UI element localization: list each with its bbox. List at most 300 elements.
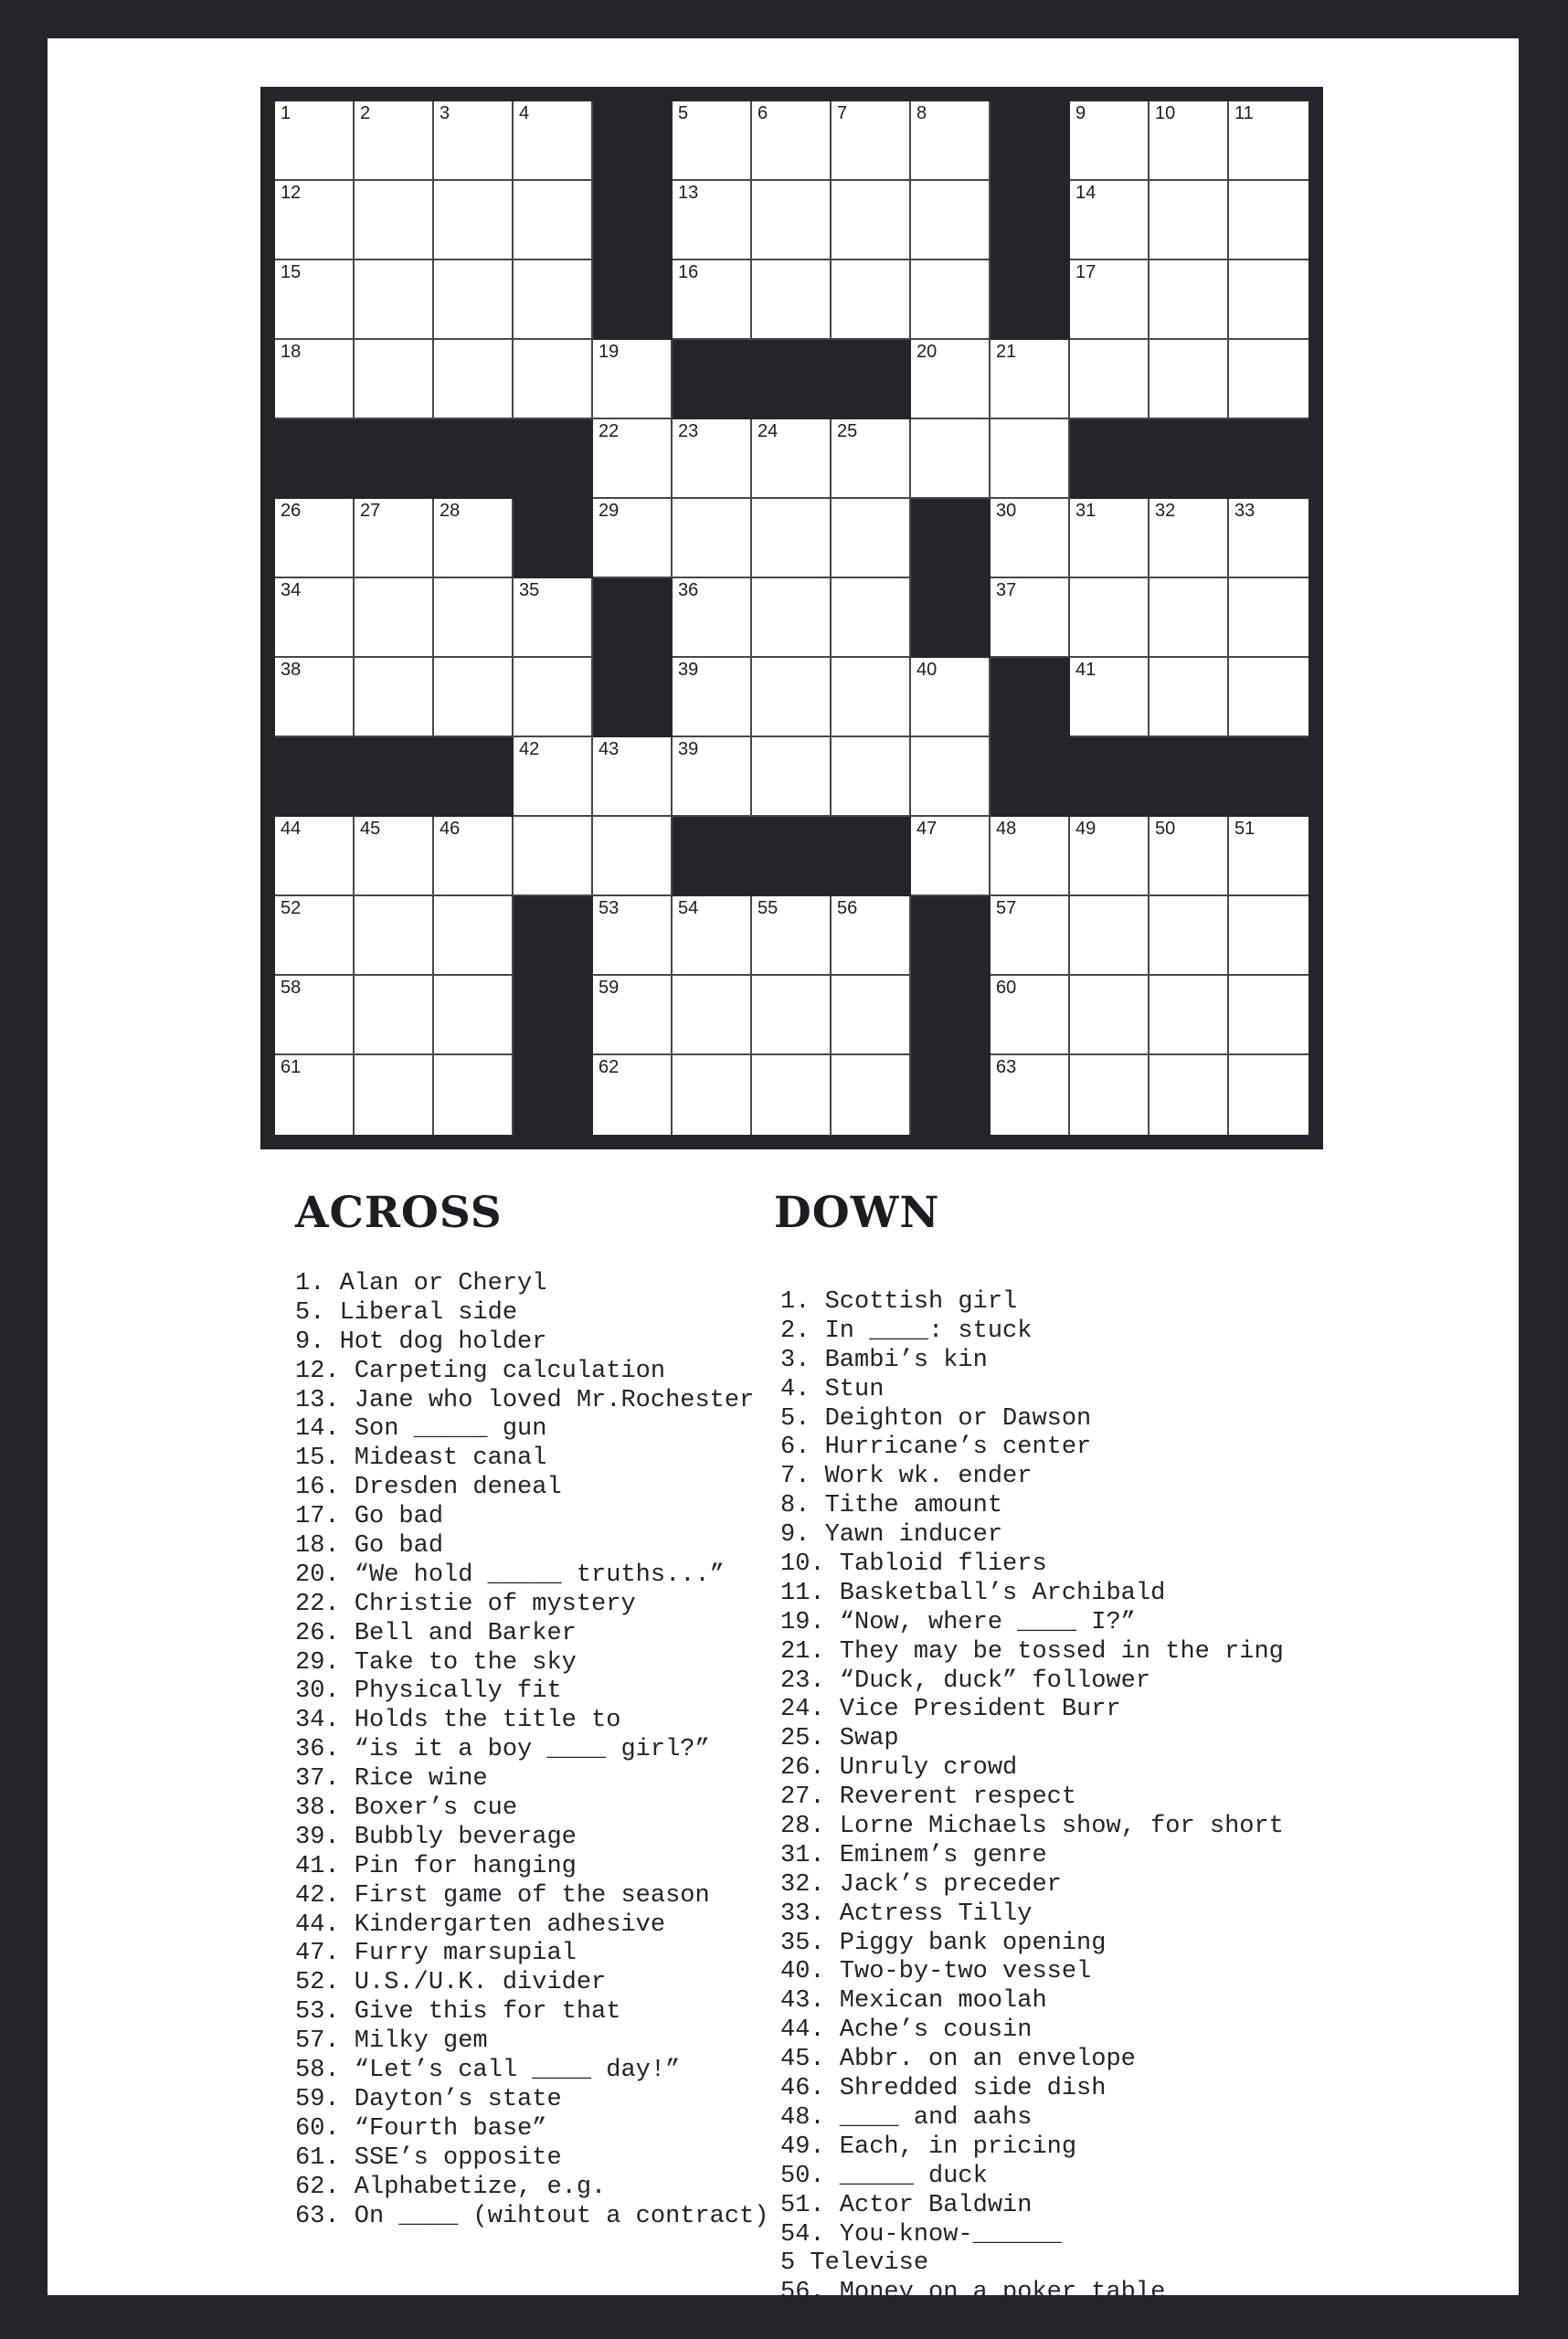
clue-item: 46. Shredded side dish — [780, 2075, 1107, 2103]
cell-number: 43 — [599, 739, 620, 759]
clue-item: 12. Carpeting calculation — [295, 1357, 666, 1385]
cell-number: 26 — [281, 501, 302, 521]
grid-cell[interactable] — [1070, 817, 1150, 896]
black-cell — [911, 896, 991, 976]
grid-cell[interactable] — [1070, 101, 1150, 181]
grid-cell[interactable] — [1070, 1055, 1150, 1135]
grid-cell[interactable] — [1150, 101, 1229, 181]
black-cell — [832, 817, 911, 896]
grid-cell[interactable] — [355, 976, 434, 1055]
grid-cell[interactable] — [593, 419, 673, 499]
grid-cell[interactable] — [434, 1055, 514, 1135]
grid-cell[interactable] — [1229, 181, 1308, 260]
grid-cell[interactable] — [593, 976, 673, 1055]
clue-item: 36. “is it a boy ____ girl?” — [295, 1736, 710, 1764]
clue-item: 1. Scottish girl — [780, 1288, 1018, 1316]
cell-number: 35 — [519, 580, 540, 600]
clue-item: 26. Bell and Barker — [295, 1619, 577, 1647]
clue-item: 38. Boxer’s cue — [295, 1794, 518, 1823]
grid-cell[interactable] — [1229, 817, 1308, 896]
grid-cell[interactable] — [593, 737, 673, 817]
cell-number: 52 — [281, 898, 302, 918]
clue-item: 60. “Fourth base” — [295, 2114, 547, 2143]
cell-number: 17 — [1075, 262, 1097, 282]
cell-number: 59 — [599, 978, 620, 998]
clue-item: 11. Basketball’s Archibald — [780, 1579, 1166, 1607]
grid-cell[interactable] — [434, 181, 514, 260]
grid-cell[interactable] — [1229, 658, 1308, 737]
cell-number: 48 — [996, 819, 1017, 839]
black-cell — [275, 419, 355, 499]
clue-item: 43. Mexican moolah — [780, 1987, 1047, 2016]
grid-cell[interactable] — [991, 817, 1070, 896]
grid-cell[interactable] — [434, 340, 514, 419]
paper — [48, 38, 1519, 2307]
black-cell — [355, 419, 434, 499]
grid-cell[interactable] — [275, 817, 355, 896]
clue-item: 8. Tithe amount — [780, 1492, 1003, 1520]
cell-number: 10 — [1155, 103, 1176, 123]
grid-cell[interactable] — [673, 578, 752, 658]
grid-cell[interactable] — [752, 499, 832, 578]
clue-item: 22. Christie of mystery — [295, 1590, 636, 1618]
clue-item: 5. Liberal side — [295, 1298, 518, 1327]
grid-cell[interactable] — [514, 658, 593, 737]
clue-item: 63. On ____ (wihtout a contract) — [295, 2202, 769, 2230]
cell-number: 47 — [916, 819, 938, 839]
cell-number: 50 — [1155, 819, 1176, 839]
cell-number: 44 — [281, 819, 302, 839]
grid-cell[interactable] — [434, 896, 514, 976]
grid-cell[interactable] — [673, 976, 752, 1055]
grid-cell[interactable] — [1070, 976, 1150, 1055]
grid-cell[interactable] — [832, 578, 911, 658]
clue-item: 57. Milky gem — [295, 2027, 488, 2056]
grid-cell[interactable] — [752, 896, 832, 976]
black-cell — [514, 499, 593, 578]
grid-cell[interactable] — [832, 101, 911, 181]
clue-item: 27. Reverent respect — [780, 1783, 1077, 1812]
clue-item: 30. Physically fit — [295, 1678, 562, 1706]
grid-cell[interactable] — [673, 737, 752, 817]
cell-number: 16 — [678, 262, 699, 282]
clue-item: 32. Jack’s preceder — [780, 1870, 1062, 1899]
grid-cell[interactable] — [355, 181, 434, 260]
cell-number: 34 — [281, 580, 302, 600]
cell-number: 51 — [1234, 819, 1255, 839]
cell-number: 39 — [678, 739, 699, 759]
grid-cell[interactable] — [1070, 340, 1150, 419]
grid-cell[interactable] — [1070, 181, 1150, 260]
cell-number: 4 — [519, 103, 530, 123]
grid-cell[interactable] — [752, 1055, 832, 1135]
down-clue-list — [780, 1288, 1284, 2308]
clue-item: 28. Lorne Michaels show, for short — [780, 1813, 1284, 1841]
cell-number: 54 — [678, 898, 699, 918]
black-cell — [673, 340, 752, 419]
cell-number: 15 — [281, 262, 302, 282]
grid-cell[interactable] — [832, 499, 911, 578]
grid-cell[interactable] — [991, 578, 1070, 658]
grid-cell[interactable] — [355, 896, 434, 976]
clue-item: 42. First game of the season — [295, 1881, 710, 1910]
grid-cell[interactable] — [752, 181, 832, 260]
cell-number: 31 — [1075, 501, 1097, 521]
grid-cell[interactable] — [275, 896, 355, 976]
clue-item: 34. Holds the title to — [295, 1707, 621, 1735]
grid-cell[interactable] — [673, 1055, 752, 1135]
clue-item: 6. Hurricane’s center — [780, 1434, 1092, 1462]
grid-cell[interactable] — [752, 101, 832, 181]
grid-cell[interactable] — [832, 260, 911, 340]
grid-cell[interactable] — [1150, 340, 1229, 419]
grid-cell[interactable] — [752, 976, 832, 1055]
grid-cell[interactable] — [1150, 1055, 1229, 1135]
black-cell — [991, 737, 1070, 817]
grid-cell[interactable] — [514, 340, 593, 419]
grid-cell[interactable] — [673, 181, 752, 260]
cell-number: 14 — [1075, 183, 1097, 203]
clue-item: 5. Deighton or Dawson — [780, 1404, 1092, 1433]
grid-cell[interactable] — [1070, 578, 1150, 658]
black-cell — [911, 499, 991, 578]
black-cell — [752, 340, 832, 419]
grid-cell[interactable] — [514, 578, 593, 658]
cell-number: 30 — [996, 501, 1017, 521]
crossword-grid — [275, 101, 1308, 1135]
grid-cell[interactable] — [832, 737, 911, 817]
grid-cell[interactable] — [275, 499, 355, 578]
cell-number: 12 — [281, 183, 302, 203]
grid-cell[interactable] — [1229, 499, 1308, 578]
clue-item: 35. Piggy bank opening — [780, 1929, 1107, 1957]
grid-cell[interactable] — [1070, 499, 1150, 578]
clue-item: 2. In ____: stuck — [780, 1317, 1033, 1345]
clue-item: 52. U.S./U.K. divider — [295, 1969, 607, 1997]
grid-cell[interactable] — [434, 817, 514, 896]
grid-cell[interactable] — [1070, 658, 1150, 737]
cell-number: 37 — [996, 580, 1017, 600]
grid-cell[interactable] — [752, 419, 832, 499]
black-cell — [1070, 737, 1150, 817]
grid-cell[interactable] — [355, 658, 434, 737]
grid-cell[interactable] — [832, 419, 911, 499]
black-cell — [593, 260, 673, 340]
cell-number: 25 — [837, 421, 858, 441]
grid-cell[interactable] — [1229, 1055, 1308, 1135]
cell-number: 3 — [440, 103, 450, 123]
grid-cell[interactable] — [355, 340, 434, 419]
black-cell — [593, 578, 673, 658]
clue-item: 59. Dayton’s state — [295, 2085, 562, 2113]
grid-cell[interactable] — [991, 976, 1070, 1055]
grid-cell[interactable] — [275, 658, 355, 737]
grid-cell[interactable] — [832, 1055, 911, 1135]
black-cell — [275, 737, 355, 817]
cell-number: 58 — [281, 978, 302, 998]
cell-number: 7 — [837, 103, 848, 123]
clue-item: 47. Furry marsupial — [295, 1940, 577, 1968]
cell-number: 21 — [996, 342, 1017, 362]
clue-item: 51. Actor Baldwin — [780, 2191, 1033, 2219]
grid-cell[interactable] — [355, 499, 434, 578]
black-cell — [514, 1055, 593, 1135]
cell-number: 11 — [1234, 103, 1254, 123]
grid-cell[interactable] — [911, 737, 991, 817]
clue-item: 49. Each, in pricing — [780, 2133, 1077, 2161]
grid-cell[interactable] — [275, 260, 355, 340]
cell-number: 49 — [1075, 819, 1097, 839]
grid-cell[interactable] — [911, 260, 991, 340]
cell-number: 39 — [678, 660, 699, 680]
cell-number: 24 — [758, 421, 779, 441]
clue-item: 15. Mideast canal — [295, 1445, 547, 1473]
grid-cell[interactable] — [911, 817, 991, 896]
cell-number: 20 — [916, 342, 938, 362]
grid-cell[interactable] — [1229, 578, 1308, 658]
grid-cell[interactable] — [1150, 578, 1229, 658]
clue-item: 45. Abbr. on an envelope — [780, 2046, 1136, 2074]
grid-cell[interactable] — [514, 817, 593, 896]
grid-cell[interactable] — [355, 578, 434, 658]
grid-cell[interactable] — [673, 658, 752, 737]
black-cell — [673, 817, 752, 896]
black-cell — [514, 419, 593, 499]
grid-cell[interactable] — [1150, 896, 1229, 976]
grid-cell[interactable] — [1229, 340, 1308, 419]
clue-item: 56. Money on a poker table — [780, 2279, 1166, 2307]
clue-item: 1. Alan or Cheryl — [295, 1270, 547, 1297]
cell-number: 2 — [360, 103, 371, 123]
grid-cell[interactable] — [911, 340, 991, 419]
clue-item: 37. Rice wine — [295, 1765, 488, 1794]
black-cell — [991, 260, 1070, 340]
black-cell — [1150, 419, 1229, 499]
clue-item: 10. Tabloid fliers — [780, 1551, 1047, 1579]
cell-number: 18 — [281, 342, 302, 362]
grid-cell[interactable] — [911, 419, 991, 499]
black-cell — [832, 340, 911, 419]
grid-cell[interactable] — [752, 737, 832, 817]
grid-cell[interactable] — [673, 260, 752, 340]
grid-cell[interactable] — [434, 578, 514, 658]
clue-item: 44. Ache’s cousin — [780, 2016, 1033, 2045]
cell-number: 8 — [916, 103, 927, 123]
grid-cell[interactable] — [1229, 101, 1308, 181]
grid-cell[interactable] — [1070, 260, 1150, 340]
grid-cell[interactable] — [434, 101, 514, 181]
clue-item: 53. Give this for that — [295, 1998, 621, 2027]
cell-number: 57 — [996, 898, 1017, 918]
clue-item: 20. “We hold _____ truths...” — [295, 1561, 725, 1589]
grid-cell[interactable] — [275, 181, 355, 260]
grid-cell[interactable] — [355, 817, 434, 896]
grid-cell[interactable] — [991, 499, 1070, 578]
cell-number: 28 — [440, 501, 461, 521]
black-cell — [1150, 737, 1229, 817]
cell-number: 36 — [678, 580, 699, 600]
across-clue-list — [295, 1270, 768, 2231]
black-cell — [911, 976, 991, 1055]
clue-item: 7. Work wk. ender — [780, 1463, 1033, 1491]
black-cell — [1229, 419, 1308, 499]
cell-number: 38 — [281, 660, 302, 680]
black-cell — [434, 419, 514, 499]
grid-cell[interactable] — [1070, 896, 1150, 976]
clue-item: 40. Two-by-two vessel — [780, 1958, 1092, 1986]
grid-cell[interactable] — [991, 896, 1070, 976]
grid-cell[interactable] — [275, 976, 355, 1055]
grid-cell[interactable] — [1150, 817, 1229, 896]
grid-cell[interactable] — [355, 101, 434, 181]
grid-cell[interactable] — [673, 419, 752, 499]
grid-cell[interactable] — [752, 658, 832, 737]
clue-item: 54. You-know-______ — [780, 2220, 1062, 2249]
grid-cell[interactable] — [991, 340, 1070, 419]
black-cell — [911, 1055, 991, 1135]
black-cell — [514, 896, 593, 976]
clue-item: 18. Go bad — [295, 1532, 444, 1561]
grid-cell[interactable] — [275, 340, 355, 419]
clue-item: 50. _____ duck — [780, 2162, 988, 2190]
clue-item: 33. Actress Tilly — [780, 1900, 1033, 1928]
cell-number: 41 — [1075, 660, 1097, 680]
grid-cell[interactable] — [275, 101, 355, 181]
cell-number: 6 — [758, 103, 768, 123]
grid-cell[interactable] — [1150, 181, 1229, 260]
cell-number: 19 — [599, 342, 620, 362]
black-cell — [593, 658, 673, 737]
grid-cell[interactable] — [1150, 658, 1229, 737]
grid-cell[interactable] — [991, 1055, 1070, 1135]
grid-cell[interactable] — [1229, 976, 1308, 1055]
clue-item: 44. Kindergarten adhesive — [295, 1910, 666, 1939]
grid-cell[interactable] — [832, 181, 911, 260]
cell-number: 63 — [996, 1057, 1017, 1077]
grid-cell[interactable] — [355, 1055, 434, 1135]
grid-cell[interactable] — [1150, 499, 1229, 578]
grid-cell[interactable] — [434, 260, 514, 340]
black-cell — [911, 578, 991, 658]
cell-number: 40 — [916, 660, 938, 680]
clue-item: 3. Bambi’s kin — [780, 1346, 988, 1374]
clue-item: 39. Bubbly beverage — [295, 1823, 577, 1851]
grid-cell[interactable] — [1229, 260, 1308, 340]
clue-item: 62. Alphabetize, e.g. — [295, 2173, 607, 2201]
grid-cell[interactable] — [673, 499, 752, 578]
grid-cell[interactable] — [434, 499, 514, 578]
grid-cell[interactable] — [593, 340, 673, 419]
grid-cell[interactable] — [1150, 976, 1229, 1055]
grid-cell[interactable] — [514, 737, 593, 817]
clue-item: 17. Go bad — [295, 1503, 444, 1531]
cell-number: 32 — [1155, 501, 1176, 521]
cell-number: 9 — [1075, 103, 1086, 123]
grid-cell[interactable] — [593, 499, 673, 578]
cell-number: 33 — [1234, 501, 1255, 521]
grid-cell[interactable] — [673, 896, 752, 976]
cell-number: 46 — [440, 819, 461, 839]
clue-item: 26. Unruly crowd — [780, 1754, 1018, 1783]
across-heading: ACROSS — [295, 1188, 503, 1238]
clue-item: 14. Son _____ gun — [295, 1415, 547, 1444]
black-cell — [434, 737, 514, 817]
cell-number: 22 — [599, 421, 620, 441]
cell-number: 55 — [758, 898, 779, 918]
black-cell — [355, 737, 434, 817]
black-cell — [514, 976, 593, 1055]
clue-item: 13. Jane who loved Mr.Rochester — [295, 1386, 755, 1414]
clue-item: 21. They may be tossed in the ring — [780, 1637, 1284, 1666]
grid-cell[interactable] — [355, 260, 434, 340]
cell-number: 23 — [678, 421, 699, 441]
clue-item: 25. Swap — [780, 1725, 899, 1753]
grid-cell[interactable] — [832, 976, 911, 1055]
grid-cell[interactable] — [275, 1055, 355, 1135]
grid-cell[interactable] — [514, 260, 593, 340]
black-cell — [752, 817, 832, 896]
grid-cell[interactable] — [911, 658, 991, 737]
grid-cell[interactable] — [1229, 896, 1308, 976]
cell-number: 42 — [519, 739, 540, 759]
grid-cell[interactable] — [911, 181, 991, 260]
clue-item: 16. Dresden deneal — [295, 1474, 562, 1502]
grid-cell[interactable] — [434, 658, 514, 737]
clue-item: 61. SSE’s opposite — [295, 2143, 562, 2172]
clue-item: 48. ____ and aahs — [780, 2103, 1033, 2132]
cell-number: 53 — [599, 898, 620, 918]
grid-cell[interactable] — [275, 578, 355, 658]
black-cell — [991, 658, 1070, 737]
grid-cell[interactable] — [752, 260, 832, 340]
clue-item: 9. Yawn inducer — [780, 1521, 1003, 1550]
clue-item: 41. Pin for hanging — [295, 1852, 577, 1880]
grid-cell[interactable] — [832, 658, 911, 737]
clue-item: 58. “Let’s call ____ day!” — [295, 2057, 681, 2085]
cell-number: 62 — [599, 1057, 620, 1077]
grid-cell[interactable] — [514, 101, 593, 181]
grid-cell[interactable] — [991, 419, 1070, 499]
black-cell — [1229, 737, 1308, 817]
grid-cell[interactable] — [673, 101, 752, 181]
grid-cell[interactable] — [434, 976, 514, 1055]
crossword-grid-frame — [260, 87, 1323, 1149]
black-cell — [593, 101, 673, 181]
grid-cell[interactable] — [593, 817, 673, 896]
clue-item: 9. Hot dog holder — [295, 1328, 547, 1356]
black-cell — [991, 101, 1070, 181]
cell-number: 60 — [996, 978, 1017, 998]
black-cell — [991, 181, 1070, 260]
grid-cell[interactable] — [593, 1055, 673, 1135]
cell-number: 5 — [678, 103, 689, 123]
grid-cell[interactable] — [593, 896, 673, 976]
grid-cell[interactable] — [752, 578, 832, 658]
clue-item: 31. Eminem’s genre — [780, 1841, 1047, 1869]
grid-cell[interactable] — [1150, 260, 1229, 340]
grid-cell[interactable] — [514, 181, 593, 260]
grid-cell[interactable] — [832, 896, 911, 976]
grid-cell[interactable] — [911, 101, 991, 181]
clue-item: 5 Televise — [780, 2249, 929, 2278]
black-cell — [1070, 419, 1150, 499]
clue-item: 4. Stun — [780, 1375, 885, 1403]
black-cell — [593, 181, 673, 260]
clue-item: 23. “Duck, duck” follower — [780, 1667, 1151, 1695]
cell-number: 45 — [360, 819, 381, 839]
clue-item: 29. Take to the sky — [295, 1648, 577, 1677]
cell-number: 56 — [837, 898, 858, 918]
